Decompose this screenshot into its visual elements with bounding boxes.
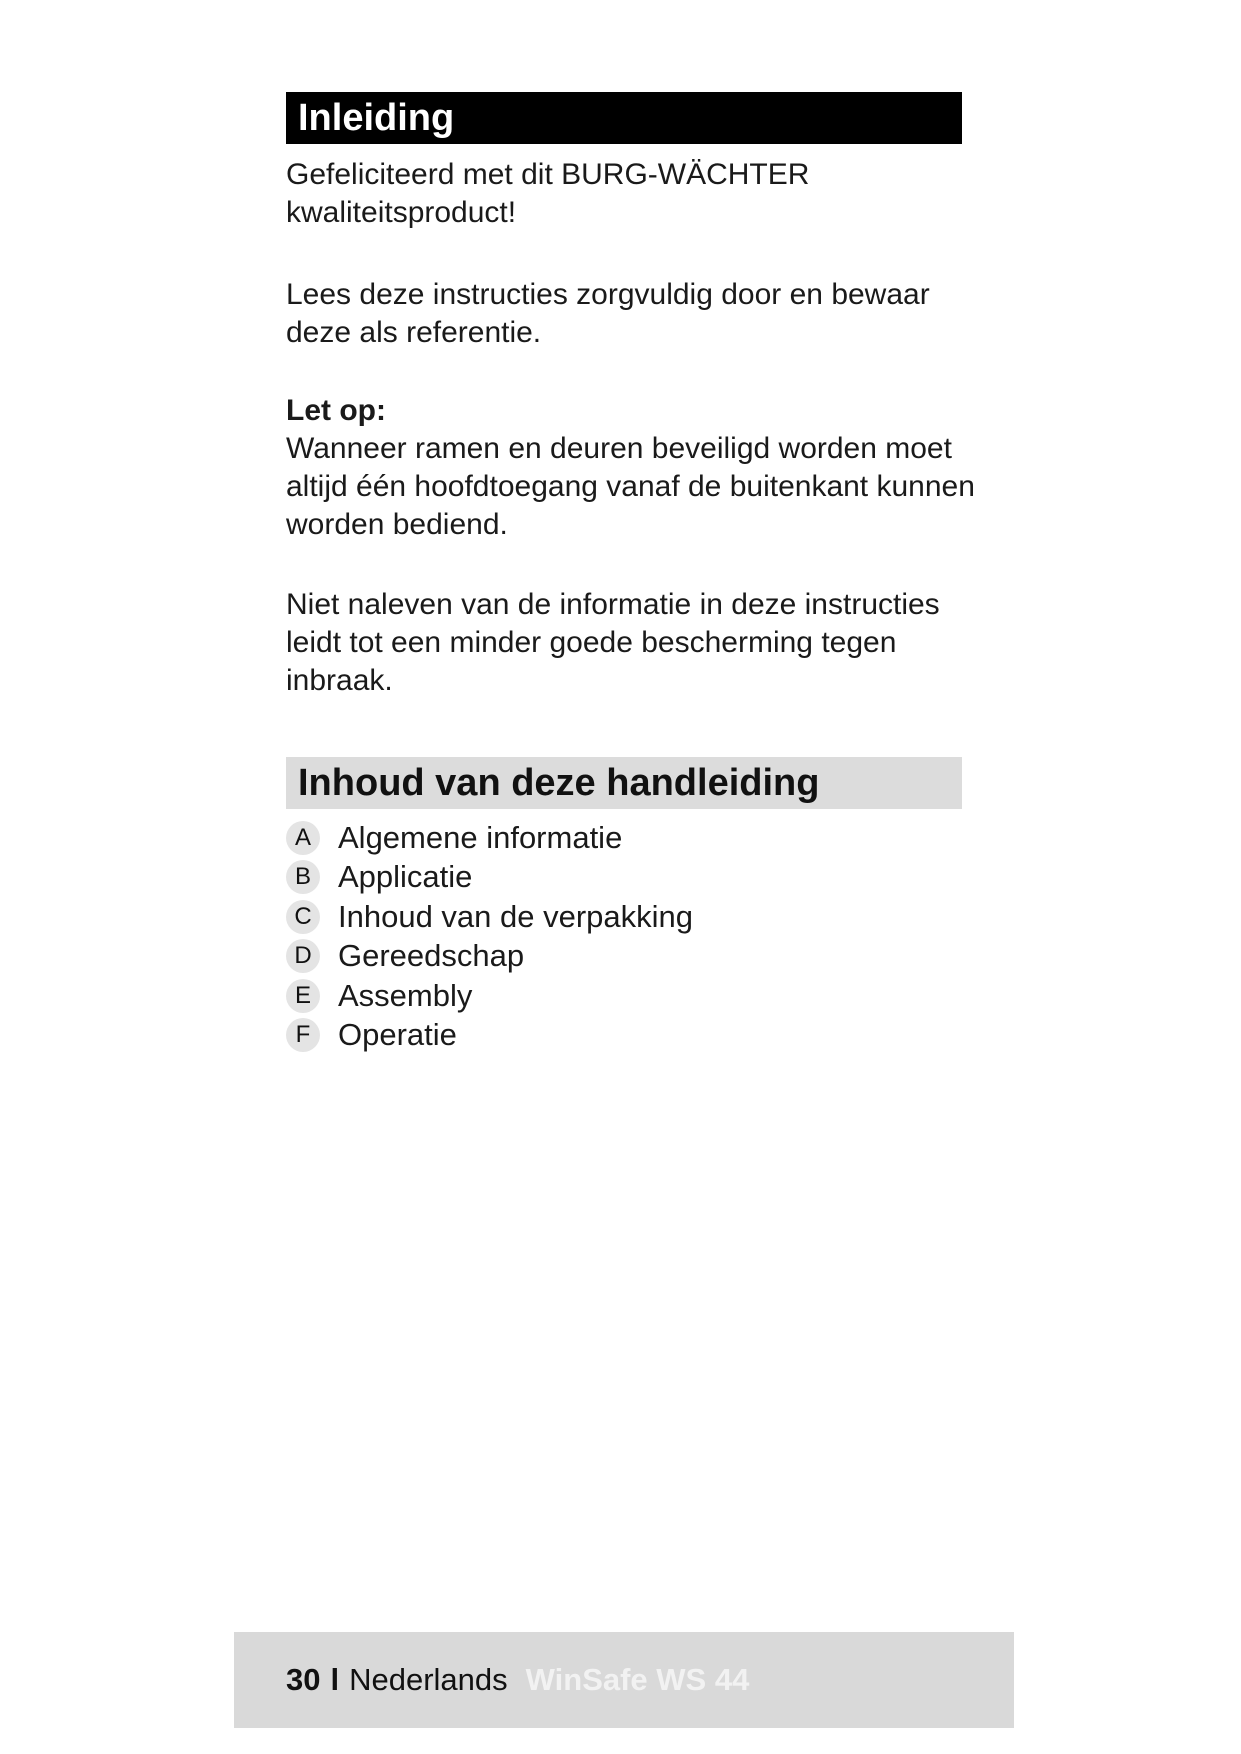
footer-separator: l [330, 1662, 340, 1697]
toc-letter-badge: A [286, 821, 320, 855]
toc-item-d [286, 937, 966, 977]
toc-item-a [286, 818, 966, 858]
note-title: Let op: [286, 394, 386, 427]
footer-product-name: WinSafe WS 44 [525, 1662, 750, 1697]
toc-item-label: Applicatie [338, 859, 473, 895]
toc-letter-badge: D [286, 939, 320, 973]
toc-item-label: Operatie [338, 1017, 457, 1053]
toc-item-label: Gereedschap [338, 938, 525, 974]
table-of-contents [286, 818, 966, 1055]
footer-language: Nederlands [349, 1662, 508, 1697]
toc-item-label: Inhoud van de verpakking [338, 898, 694, 934]
toc-item-e [286, 976, 966, 1016]
toc-item-label: Assembly [338, 977, 473, 1013]
toc-item-b [286, 858, 966, 898]
intro-congrats-text: Gefeliciteerd met dit BURG-WÄCHTER kwaliteitsproduct! [286, 158, 810, 229]
toc-item-f [286, 1016, 966, 1056]
toc-item-c [286, 897, 966, 937]
intro-read-instructions-text: Lees deze instructies zorgvuldig door en bewaar deze als referentie. [286, 278, 930, 349]
intro-heading: Inleiding [286, 92, 962, 144]
contents-heading: Inhoud van deze handleiding [286, 757, 962, 809]
toc-letter-badge: F [286, 1018, 320, 1052]
note-text: Wanneer ramen en deuren beveiligd worden moet altijd één hoofdtoegang vanaf de buitenkant kunnen worden bediend. [286, 432, 975, 541]
toc-item-label: Algemene informatie [338, 819, 623, 855]
page-number: 30 [286, 1662, 321, 1697]
warning-text: Niet naleven van de informatie in deze instructies leidt tot een minder goede bescherming tegen inbraak. [286, 588, 940, 697]
toc-letter-badge: B [286, 860, 320, 894]
page-footer [234, 1632, 1014, 1728]
toc-letter-badge: C [286, 900, 320, 934]
toc-letter-badge: E [286, 979, 320, 1013]
